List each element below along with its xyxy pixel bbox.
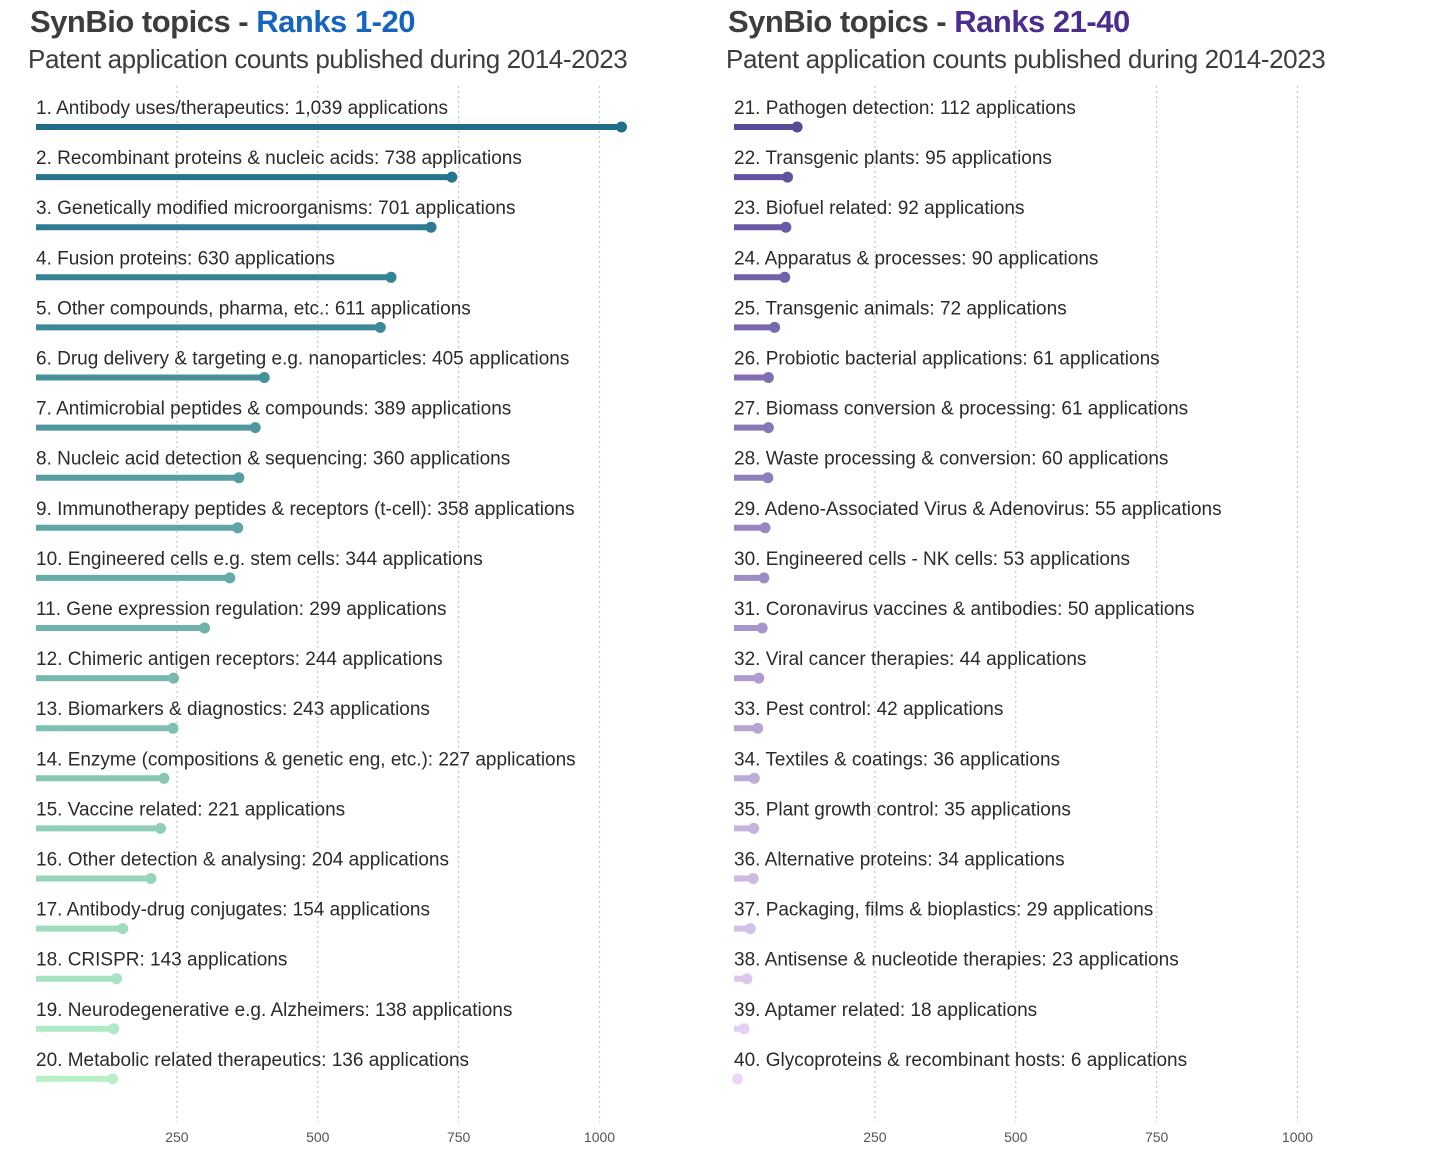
item-label: 29. Adeno-Associated Virus & Adenovirus: 55 applications	[734, 498, 1222, 520]
lollipop-dot	[748, 873, 759, 884]
item-label: 38. Antisense & nucleotide therapies: 23 applications	[734, 949, 1179, 971]
item-label: 27. Biomass conversion & processing: 61 applications	[734, 398, 1189, 420]
chart-title-prefix: SynBio topics -	[30, 4, 257, 39]
item-label: 32. Viral cancer therapies: 44 applications	[734, 649, 1087, 671]
item-label: 6. Drug delivery & targeting e.g. nanoparticles: 405 applications	[36, 348, 570, 370]
lollipop-dot	[763, 422, 774, 433]
item-label: 14. Enzyme (compositions & genetic eng, etc.): 227 applications	[36, 749, 576, 771]
lollipop-dot	[758, 572, 769, 583]
lollipop-dot	[757, 623, 768, 634]
item-label: 28. Waste processing & conversion: 60 applications	[734, 448, 1169, 470]
item-label: 20. Metabolic related therapeutics: 136 applications	[36, 1049, 470, 1071]
x-tick-label: 1000	[583, 1129, 616, 1145]
item-label: 24. Apparatus & processes: 90 applications	[734, 248, 1099, 270]
lollipop-dot	[145, 873, 156, 884]
chart-panel-ranks-21-40	[698, 0, 1418, 1165]
item-label: 37. Packaging, films & bioplastics: 29 applications	[734, 899, 1154, 921]
item-label: 15. Vaccine related: 221 applications	[36, 799, 346, 821]
item-label: 9. Immunotherapy peptides & receptors (t-cell): 358 applications	[36, 498, 575, 520]
x-tick-label: 1000	[1281, 1129, 1314, 1145]
item-label: 22. Transgenic plants: 95 applications	[734, 148, 1052, 170]
lollipop-dot	[616, 122, 627, 133]
lollipop-dot	[753, 673, 764, 684]
lollipop-dot	[117, 923, 128, 934]
chart-title-highlight: Ranks 21-40	[954, 4, 1130, 39]
lollipop-dot	[167, 723, 178, 734]
lollipop-dot	[107, 1073, 118, 1084]
lollipop-dot	[780, 222, 791, 233]
lollipop-dot	[233, 472, 244, 483]
item-label: 11. Gene expression regulation: 299 applications	[36, 599, 447, 620]
item-label: 35. Plant growth control: 35 applications	[734, 799, 1071, 821]
chart-title-highlight: Ranks 1-20	[256, 4, 415, 39]
item-label: 12. Chimeric antigen receptors: 244 applications	[36, 649, 443, 671]
item-label: 10. Engineered cells e.g. stem cells: 344 applications	[36, 548, 483, 570]
lollipop-dot	[259, 372, 270, 383]
lollipop-dot	[745, 923, 756, 934]
item-label: 1. Antibody uses/therapeutics: 1,039 applications	[36, 98, 448, 119]
chart-title-prefix: SynBio topics -	[728, 4, 955, 39]
item-label: 19. Neurodegenerative e.g. Alzheimers: 138 applications	[36, 999, 513, 1021]
item-label: 31. Coronavirus vaccines & antibodies: 50 applications	[734, 599, 1195, 620]
item-label: 25. Transgenic animals: 72 applications	[734, 298, 1067, 320]
x-tick-label: 250	[863, 1129, 887, 1145]
lollipop-dot	[748, 823, 759, 834]
lollipop-dot	[779, 272, 790, 283]
lollipop-dot	[199, 623, 210, 634]
x-tick-label: 500	[1004, 1129, 1028, 1145]
x-tick-label: 750	[446, 1129, 471, 1145]
lollipop-dot	[250, 422, 261, 433]
item-label: 3. Genetically modified microorganisms: 701 applications	[36, 198, 516, 220]
lollipop-dot	[386, 272, 397, 283]
x-tick-label: 500	[306, 1129, 330, 1145]
lollipop-dot	[446, 172, 457, 183]
item-label: 7. Antimicrobial peptides & compounds: 389 applications	[36, 398, 512, 420]
chart-subtitle: Patent application counts published during 2014-2023	[28, 44, 628, 74]
item-label: 16. Other detection & analysing: 204 applications	[36, 849, 449, 871]
lollipop-dot	[426, 222, 437, 233]
item-label: 13. Biomarkers & diagnostics: 243 applications	[36, 699, 430, 721]
lollipop-dot	[375, 322, 386, 333]
lollipop-dot	[769, 322, 780, 333]
item-label: 2. Recombinant proteins & nucleic acids: 738 applications	[36, 148, 522, 170]
chart-subtitle: Patent application counts published during 2014-2023	[726, 44, 1326, 74]
lollipop-dot	[752, 723, 763, 734]
lollipop-dot	[763, 372, 774, 383]
lollipop-dot	[749, 773, 760, 784]
lollipop-chart	[0, 0, 720, 1165]
item-label: 4. Fusion proteins: 630 applications	[36, 248, 335, 270]
item-label: 34. Textiles & coatings: 36 applications	[734, 749, 1061, 771]
lollipop-dot	[782, 172, 793, 183]
lollipop-dot	[232, 522, 243, 533]
lollipop-dot	[155, 823, 166, 834]
item-label: 23. Biofuel related: 92 applications	[734, 198, 1025, 220]
item-label: 40. Glycoproteins & recombinant hosts: 6 applications	[734, 1049, 1188, 1071]
item-label: 17. Antibody-drug conjugates: 154 applications	[36, 899, 430, 921]
item-label: 36. Alternative proteins: 34 applications	[734, 849, 1065, 871]
item-label: 8. Nucleic acid detection & sequencing: 360 applications	[36, 448, 511, 470]
lollipop-dot	[739, 1023, 750, 1034]
lollipop-dot	[732, 1073, 743, 1084]
lollipop-dot	[158, 773, 169, 784]
item-label: 39. Aptamer related: 18 applications	[734, 999, 1038, 1021]
x-tick-label: 250	[165, 1129, 189, 1145]
item-label: 30. Engineered cells - NK cells: 53 applications	[734, 548, 1131, 570]
lollipop-dot	[111, 973, 122, 984]
item-label: 33. Pest control: 42 applications	[734, 699, 1004, 721]
lollipop-dot	[108, 1023, 119, 1034]
item-label: 18. CRISPR: 143 applications	[36, 949, 288, 971]
x-tick-label: 750	[1144, 1129, 1169, 1145]
lollipop-dot	[168, 673, 179, 684]
item-label: 26. Probiotic bacterial applications: 61 applications	[734, 348, 1160, 370]
lollipop-dot	[224, 572, 235, 583]
item-label: 21. Pathogen detection: 112 applications	[734, 98, 1076, 119]
item-label: 5. Other compounds, pharma, etc.: 611 applications	[36, 298, 471, 320]
lollipop-chart	[698, 0, 1418, 1165]
lollipop-dot	[741, 973, 752, 984]
chart-panel-ranks-1-20	[0, 0, 720, 1165]
lollipop-dot	[759, 522, 770, 533]
lollipop-dot	[792, 122, 803, 133]
lollipop-dot	[762, 472, 773, 483]
